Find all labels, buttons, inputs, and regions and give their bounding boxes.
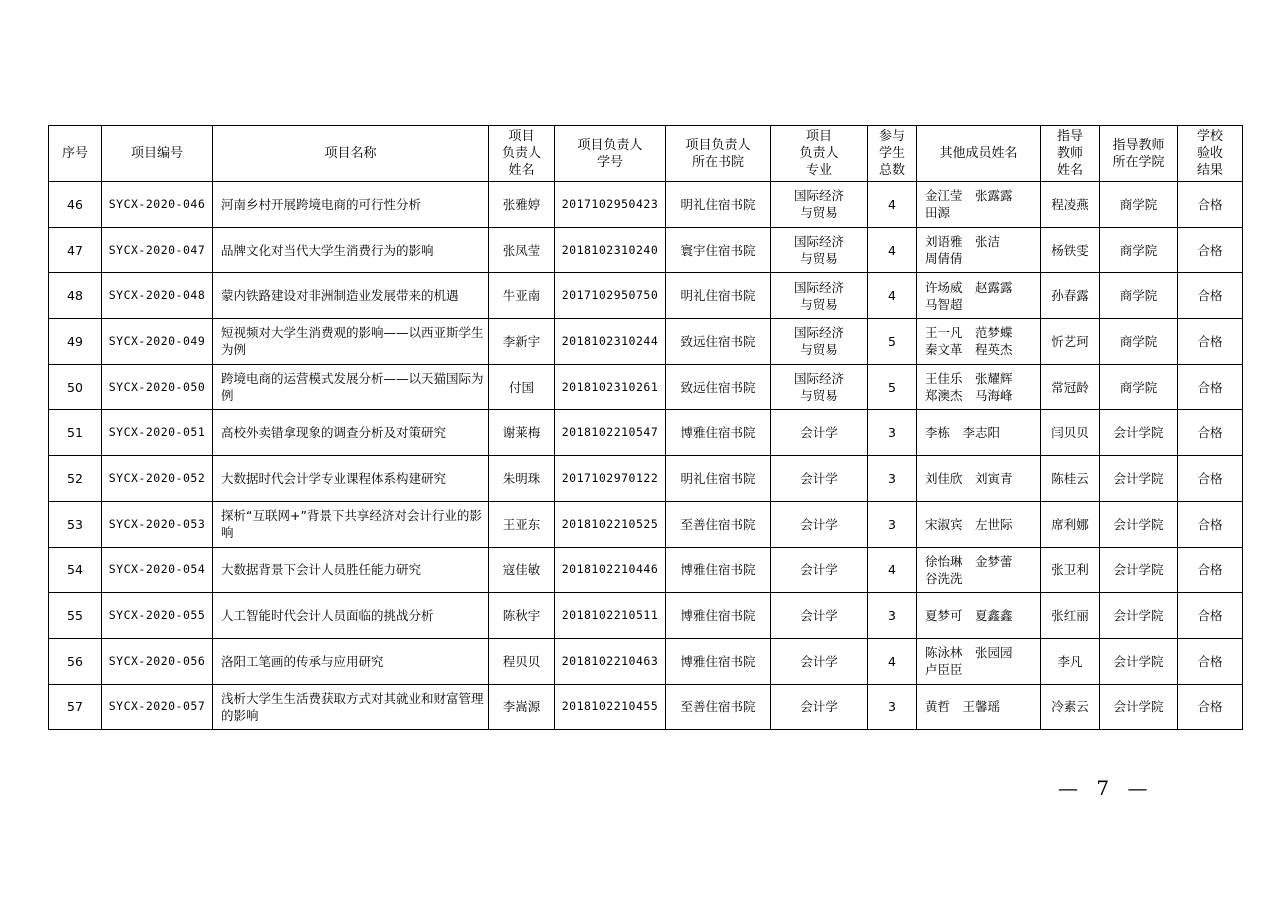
cell-leader-name: 李新宇 — [489, 319, 555, 365]
cell-major: 会计学 — [771, 501, 868, 547]
cell-code: SYCX-2020-050 — [102, 364, 213, 410]
cell-advisor-school: 会计学院 — [1100, 684, 1178, 730]
cell-advisor-school: 商学院 — [1100, 273, 1178, 319]
cell-count: 4 — [868, 273, 917, 319]
cell-advisor: 忻艺珂 — [1041, 319, 1100, 365]
cell-college: 明礼住宿书院 — [666, 456, 771, 502]
cell-advisor: 陈桂云 — [1041, 456, 1100, 502]
cell-advisor-school: 会计学院 — [1100, 410, 1178, 456]
cell-count: 5 — [868, 364, 917, 410]
cell-leader-name: 王亚东 — [489, 501, 555, 547]
cell-members: 夏梦可 夏鑫鑫 — [917, 593, 1041, 639]
cell-major: 会计学 — [771, 410, 868, 456]
table-row — [49, 456, 1243, 502]
table-row — [49, 410, 1243, 456]
cell-leader-name: 牛亚南 — [489, 273, 555, 319]
cell-college: 至善住宿书院 — [666, 684, 771, 730]
table-row — [49, 501, 1243, 547]
cell-college: 博雅住宿书院 — [666, 638, 771, 684]
cell-advisor-school: 会计学院 — [1100, 593, 1178, 639]
cell-project-name: 浅析大学生生活费获取方式对其就业和财富管理的影响 — [213, 684, 489, 730]
cell-leader-name: 付国 — [489, 364, 555, 410]
cell-student-id: 2018102210525 — [555, 501, 666, 547]
table-row — [49, 273, 1243, 319]
cell-count: 3 — [868, 501, 917, 547]
header-result: 学校 验收 结果 — [1178, 126, 1243, 182]
cell-advisor: 杨铁雯 — [1041, 227, 1100, 273]
cell-count: 4 — [868, 227, 917, 273]
cell-members: 陈泳林 张园园 卢臣臣 — [917, 638, 1041, 684]
cell-seq: 55 — [49, 593, 102, 639]
cell-count: 4 — [868, 638, 917, 684]
cell-leader-name: 张凤莹 — [489, 227, 555, 273]
header-leader-name: 项目 负责人 姓名 — [489, 126, 555, 182]
cell-leader-name: 李嵩源 — [489, 684, 555, 730]
header-name: 项目名称 — [213, 126, 489, 182]
cell-result: 合格 — [1178, 273, 1243, 319]
cell-members: 徐怡琳 金梦蕾 谷洗洗 — [917, 547, 1041, 593]
cell-result: 合格 — [1178, 638, 1243, 684]
cell-leader-name: 寇佳敏 — [489, 547, 555, 593]
header-advisor-school: 指导教师 所在学院 — [1100, 126, 1178, 182]
cell-student-id: 2018102310240 — [555, 227, 666, 273]
cell-advisor: 席利娜 — [1041, 501, 1100, 547]
cell-result: 合格 — [1178, 593, 1243, 639]
cell-seq: 54 — [49, 547, 102, 593]
cell-major: 会计学 — [771, 456, 868, 502]
cell-advisor: 程凌燕 — [1041, 182, 1100, 228]
header-row — [49, 126, 1243, 182]
cell-members: 刘语雅 张洁 周倩倩 — [917, 227, 1041, 273]
table-row — [49, 684, 1243, 730]
cell-leader-name: 程贝贝 — [489, 638, 555, 684]
table-row — [49, 364, 1243, 410]
cell-count: 4 — [868, 547, 917, 593]
cell-seq: 46 — [49, 182, 102, 228]
header-leader-college: 项目负责人 所在书院 — [666, 126, 771, 182]
cell-seq: 48 — [49, 273, 102, 319]
cell-major: 国际经济 与贸易 — [771, 182, 868, 228]
cell-seq: 53 — [49, 501, 102, 547]
cell-members: 许场威 赵露露 马智超 — [917, 273, 1041, 319]
cell-advisor: 冷素云 — [1041, 684, 1100, 730]
cell-result: 合格 — [1178, 227, 1243, 273]
cell-seq: 57 — [49, 684, 102, 730]
cell-leader-name: 朱明珠 — [489, 456, 555, 502]
cell-result: 合格 — [1178, 547, 1243, 593]
cell-members: 黄哲 王馨瑶 — [917, 684, 1041, 730]
cell-seq: 50 — [49, 364, 102, 410]
cell-advisor: 闫贝贝 — [1041, 410, 1100, 456]
cell-project-name: 短视频对大学生消费观的影响——以西亚斯学生为例 — [213, 319, 489, 365]
cell-result: 合格 — [1178, 456, 1243, 502]
table-row — [49, 547, 1243, 593]
table-row — [49, 182, 1243, 228]
cell-code: SYCX-2020-046 — [102, 182, 213, 228]
cell-student-id: 2017102970122 — [555, 456, 666, 502]
cell-code: SYCX-2020-051 — [102, 410, 213, 456]
header-members: 其他成员姓名 — [917, 126, 1041, 182]
cell-members: 宋淑宾 左世际 — [917, 501, 1041, 547]
cell-advisor: 李凡 — [1041, 638, 1100, 684]
cell-student-id: 2018102210446 — [555, 547, 666, 593]
cell-members: 李栋 李志阳 — [917, 410, 1041, 456]
cell-college: 明礼住宿书院 — [666, 273, 771, 319]
cell-major: 会计学 — [771, 638, 868, 684]
cell-college: 博雅住宿书院 — [666, 593, 771, 639]
cell-project-name: 人工智能时代会计人员面临的挑战分析 — [213, 593, 489, 639]
cell-count: 5 — [868, 319, 917, 365]
cell-seq: 56 — [49, 638, 102, 684]
cell-advisor-school: 会计学院 — [1100, 547, 1178, 593]
cell-college: 至善住宿书院 — [666, 501, 771, 547]
cell-code: SYCX-2020-047 — [102, 227, 213, 273]
cell-code: SYCX-2020-049 — [102, 319, 213, 365]
cell-advisor-school: 商学院 — [1100, 319, 1178, 365]
page-number: — 7 — — [1058, 776, 1154, 800]
header-count: 参与 学生 总数 — [868, 126, 917, 182]
cell-advisor-school: 商学院 — [1100, 364, 1178, 410]
cell-college: 致远住宿书院 — [666, 319, 771, 365]
cell-code: SYCX-2020-055 — [102, 593, 213, 639]
cell-advisor-school: 会计学院 — [1100, 638, 1178, 684]
cell-leader-name: 谢莱梅 — [489, 410, 555, 456]
project-table — [48, 125, 1243, 730]
cell-count: 4 — [868, 182, 917, 228]
cell-advisor-school: 商学院 — [1100, 182, 1178, 228]
header-advisor: 指导 教师 姓名 — [1041, 126, 1100, 182]
cell-leader-name: 陈秋宇 — [489, 593, 555, 639]
header-leader-id: 项目负责人 学号 — [555, 126, 666, 182]
cell-project-name: 河南乡村开展跨境电商的可行性分析 — [213, 182, 489, 228]
cell-student-id: 2018102310261 — [555, 364, 666, 410]
cell-code: SYCX-2020-054 — [102, 547, 213, 593]
cell-advisor: 孙春露 — [1041, 273, 1100, 319]
cell-student-id: 2018102210511 — [555, 593, 666, 639]
cell-code: SYCX-2020-052 — [102, 456, 213, 502]
cell-seq: 47 — [49, 227, 102, 273]
cell-leader-name: 张雅婷 — [489, 182, 555, 228]
cell-student-id: 2017102950750 — [555, 273, 666, 319]
cell-major: 会计学 — [771, 547, 868, 593]
cell-major: 国际经济 与贸易 — [771, 273, 868, 319]
table-row — [49, 319, 1243, 365]
cell-major: 国际经济 与贸易 — [771, 319, 868, 365]
cell-seq: 49 — [49, 319, 102, 365]
cell-count: 3 — [868, 593, 917, 639]
cell-seq: 51 — [49, 410, 102, 456]
cell-result: 合格 — [1178, 364, 1243, 410]
cell-code: SYCX-2020-057 — [102, 684, 213, 730]
header-seq: 序号 — [49, 126, 102, 182]
cell-advisor-school: 会计学院 — [1100, 456, 1178, 502]
cell-college: 明礼住宿书院 — [666, 182, 771, 228]
cell-project-name: 大数据时代会计学专业课程体系构建研究 — [213, 456, 489, 502]
cell-result: 合格 — [1178, 501, 1243, 547]
cell-code: SYCX-2020-048 — [102, 273, 213, 319]
cell-count: 3 — [868, 684, 917, 730]
cell-project-name: 探析“互联网+”背景下共享经济对会计行业的影响 — [213, 501, 489, 547]
cell-student-id: 2018102210455 — [555, 684, 666, 730]
cell-project-name: 蒙内铁路建设对非洲制造业发展带来的机遇 — [213, 273, 489, 319]
cell-student-id: 2017102950423 — [555, 182, 666, 228]
cell-count: 3 — [868, 456, 917, 502]
cell-college: 致远住宿书院 — [666, 364, 771, 410]
cell-members: 刘佳欣 刘寅青 — [917, 456, 1041, 502]
cell-college: 博雅住宿书院 — [666, 547, 771, 593]
cell-advisor: 张卫利 — [1041, 547, 1100, 593]
header-code: 项目编号 — [102, 126, 213, 182]
cell-project-name: 洛阳工笔画的传承与应用研究 — [213, 638, 489, 684]
cell-major: 国际经济 与贸易 — [771, 227, 868, 273]
cell-members: 王一凡 范梦蝶 秦文革 程英杰 — [917, 319, 1041, 365]
cell-student-id: 2018102210547 — [555, 410, 666, 456]
cell-code: SYCX-2020-056 — [102, 638, 213, 684]
cell-seq: 52 — [49, 456, 102, 502]
cell-result: 合格 — [1178, 684, 1243, 730]
cell-result: 合格 — [1178, 182, 1243, 228]
cell-advisor-school: 会计学院 — [1100, 501, 1178, 547]
cell-project-name: 大数据背景下会计人员胜任能力研究 — [213, 547, 489, 593]
cell-advisor: 常冠龄 — [1041, 364, 1100, 410]
table-body — [49, 182, 1243, 730]
cell-major: 会计学 — [771, 593, 868, 639]
cell-major: 会计学 — [771, 684, 868, 730]
cell-code: SYCX-2020-053 — [102, 501, 213, 547]
cell-project-name: 高校外卖错拿现象的调查分析及对策研究 — [213, 410, 489, 456]
cell-major: 国际经济 与贸易 — [771, 364, 868, 410]
cell-advisor-school: 商学院 — [1100, 227, 1178, 273]
cell-college: 寰宇住宿书院 — [666, 227, 771, 273]
header-leader-major: 项目 负责人 专业 — [771, 126, 868, 182]
table-row — [49, 227, 1243, 273]
cell-advisor: 张红丽 — [1041, 593, 1100, 639]
cell-result: 合格 — [1178, 319, 1243, 365]
cell-members: 金江莹 张露露 田源 — [917, 182, 1041, 228]
cell-student-id: 2018102310244 — [555, 319, 666, 365]
cell-project-name: 品牌文化对当代大学生消费行为的影响 — [213, 227, 489, 273]
cell-project-name: 跨境电商的运营模式发展分析——以天猫国际为例 — [213, 364, 489, 410]
cell-result: 合格 — [1178, 410, 1243, 456]
table-row — [49, 638, 1243, 684]
cell-student-id: 2018102210463 — [555, 638, 666, 684]
cell-count: 3 — [868, 410, 917, 456]
cell-members: 王佳乐 张耀辉 郑澳杰 马海峰 — [917, 364, 1041, 410]
cell-college: 博雅住宿书院 — [666, 410, 771, 456]
table-row — [49, 593, 1243, 639]
